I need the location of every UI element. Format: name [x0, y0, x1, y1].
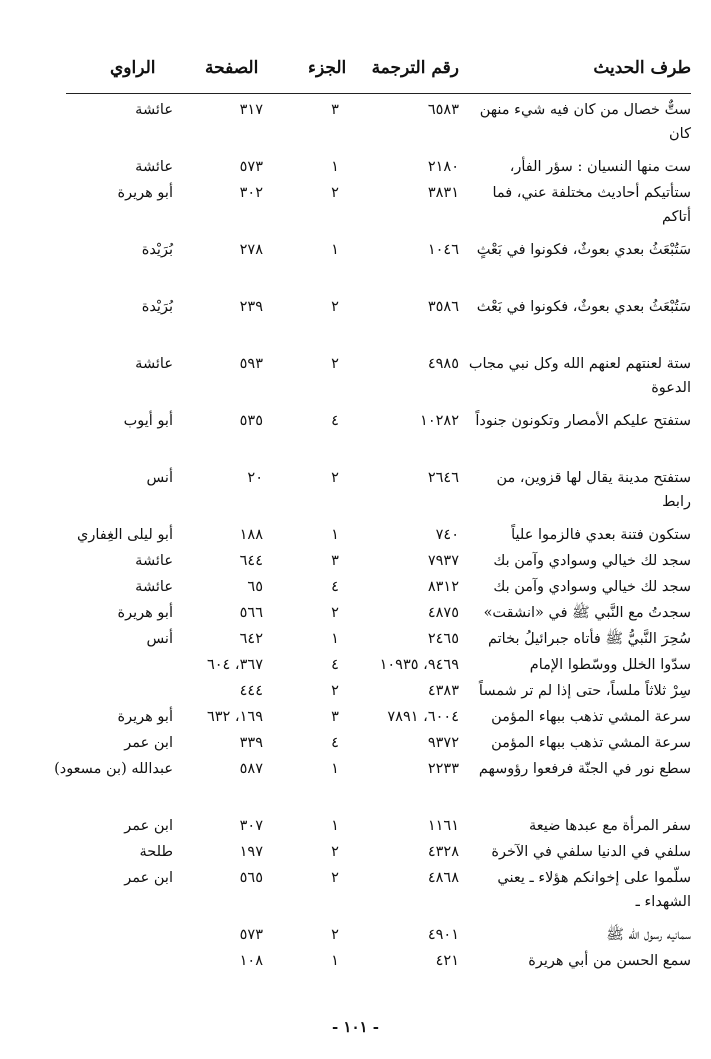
part-cell: ١ [331, 527, 339, 543]
part-cell: ٢ [331, 185, 339, 201]
translation-number-cell: ٧٤٠ [435, 527, 459, 543]
page-cell: ٢٠ [247, 470, 263, 486]
translation-number-cell: ٣٥٨٦ [427, 299, 459, 315]
translation-number-cell: ٤٨٦٨ [427, 870, 459, 886]
part-cell: ٤ [331, 579, 339, 595]
translation-number-cell: ٦٥٨٣ [427, 102, 459, 118]
page-cell: ١٩٧ [239, 844, 263, 860]
narrator-cell: عائشة [135, 159, 173, 175]
header-page: الصفحة [205, 58, 259, 78]
page-cell: ٢٧٨ [239, 242, 263, 258]
translation-number-cell: ٢٦٤٦ [427, 470, 459, 486]
part-cell: ٣ [331, 709, 339, 725]
translation-number-cell: ٢١٨٠ [427, 159, 459, 175]
part-cell: ٢ [331, 844, 339, 860]
page-cell: ٥٣٥ [239, 413, 263, 429]
narrator-cell: عائشة [135, 356, 173, 372]
header-translation-number: رقم الترجمة [371, 58, 459, 78]
hadith-cell: سطع نور في الجنّة فرفعوا رؤوسهم [478, 761, 691, 777]
page-cell: ٥٦٦ [239, 605, 263, 621]
page-number: - ١٠١ - [331, 1018, 380, 1036]
translation-number-cell: ٤٣٨٣ [427, 683, 459, 699]
translation-number-cell: ٦٠٠٤، ٧٨٩١ [387, 709, 459, 725]
hadith-cell: سَتُبْعَثُ بعدي بعوثٌ، فكونوا في بَعْث [476, 299, 691, 315]
part-cell: ١ [331, 242, 339, 258]
translation-number-cell: ٤٩٨٥ [427, 356, 459, 372]
part-cell: ١ [331, 953, 339, 969]
page-cell: ٦٤٢ [239, 631, 263, 647]
header-narrator: الراوي [110, 58, 156, 78]
hadith-cell: سجدتُ مع النَّبي ﷺ في «انشقت» [483, 605, 691, 621]
translation-number-cell: ١١٦١ [427, 818, 459, 834]
translation-number-cell: ٤٢١ [435, 953, 459, 969]
narrator-cell: أبو هريرة [117, 185, 173, 201]
narrator-cell: عائشة [135, 102, 173, 118]
narrator-cell: بُرَيْدة [141, 242, 173, 258]
page-cell: ٣٣٩ [239, 735, 263, 751]
hadith-cell: سرعة المشي تذهب ببهاء المؤمن [491, 709, 691, 725]
translation-number-cell: ٩٤٦٩، ١٠٩٣٥ [379, 657, 459, 673]
part-cell: ٢ [331, 683, 339, 699]
hadith-cell: ستة لعنتهم لعنهم الله وكل نبي مجاب الدعوة [468, 356, 691, 396]
narrator-cell: أبو أيوب [123, 413, 173, 429]
translation-number-cell: ٢٢٣٣ [427, 761, 459, 777]
part-cell: ٢ [331, 470, 339, 486]
header-part: الجزء [308, 58, 347, 78]
hadith-cell: ستفتح عليكم الأمصار وتكونون جنوداً [475, 413, 691, 429]
hadith-cell: ست منها النسيان : سؤر الفأر، [509, 159, 691, 175]
part-cell: ٤ [331, 657, 339, 673]
page-cell: ٥٧٣ [239, 927, 263, 943]
hadith-cell: سلفي في الدنيا سلفي في الآخرة [491, 844, 691, 860]
hadith-cell: سجد لك خيالي وسوادي وآمن بك [493, 553, 691, 569]
hadith-cell: سُحِرَ النَّبيُّ ﷺ فأتاه جبرائيلُ بخاتم [487, 631, 691, 647]
part-cell: ٤ [331, 413, 339, 429]
page-cell: ٦٥ [247, 579, 263, 595]
part-cell: ١ [331, 159, 339, 175]
narrator-cell: عبدالله (بن مسعود) [54, 761, 173, 777]
translation-number-cell: ١٠٤٦ [427, 242, 459, 258]
narrator-cell: عائشة [135, 579, 173, 595]
translation-number-cell: ٤٣٢٨ [427, 844, 459, 860]
page-cell: ١٨٨ [239, 527, 263, 543]
page-cell: ٥٨٧ [239, 761, 263, 777]
page-cell: ٥٩٣ [239, 356, 263, 372]
page-cell: ١٦٩، ٦٣٢ [206, 709, 263, 725]
translation-number-cell: ٢٤٦٥ [427, 631, 459, 647]
part-cell: ٣ [331, 553, 339, 569]
hadith-cell: سمانيه رسول الله ﷺ [606, 927, 691, 943]
narrator-cell: أبو هريرة [117, 605, 173, 621]
header-rule [66, 93, 691, 94]
page-cell: ٢٣٩ [239, 299, 263, 315]
hadith-cell: سرعة المشي تذهب ببهاء المؤمن [491, 735, 691, 751]
page-cell: ٣٠٢ [239, 185, 263, 201]
page-cell: ٤٤٤ [239, 683, 263, 699]
page-cell: ٥٧٣ [239, 159, 263, 175]
translation-number-cell: ٣٨٣١ [427, 185, 459, 201]
part-cell: ٢ [331, 927, 339, 943]
translation-number-cell: ٤٨٧٥ [427, 605, 459, 621]
hadith-cell: سفر المرأة مع عبدها ضيعة [528, 818, 691, 834]
page-cell: ٣٦٧، ٦٠٤ [206, 657, 263, 673]
translation-number-cell: ٤٩٠١ [427, 927, 459, 943]
page-cell: ٣٠٧ [239, 818, 263, 834]
part-cell: ٢ [331, 605, 339, 621]
page-cell: ٥٦٥ [239, 870, 263, 886]
narrator-cell: أنس [146, 470, 173, 486]
part-cell: ٣ [331, 102, 339, 118]
hadith-cell: سجد لك خيالي وسوادي وآمن بك [493, 579, 691, 595]
translation-number-cell: ٨٣١٢ [427, 579, 459, 595]
part-cell: ٢ [331, 356, 339, 372]
page-cell: ٦٤٤ [239, 553, 263, 569]
part-cell: ٢ [331, 870, 339, 886]
translation-number-cell: ٩٣٧٢ [427, 735, 459, 751]
hadith-cell: ستفتح مدينة يقال لها قزوين، من رابط [496, 470, 691, 510]
hadith-cell: ستكون فتنة بعدي فالزموا علياً [511, 527, 691, 543]
narrator-cell: أنس [146, 631, 173, 647]
hadith-cell: سِرْ ثلاثاً ملساً، حتى إذا لم تر شمساً [478, 683, 691, 699]
translation-number-cell: ١٠٢٨٢ [420, 413, 459, 429]
hadith-cell: سَتُبْعَثُ بعدي بعوثٌ، فكونوا في بَعْثٍ [476, 242, 691, 258]
narrator-cell: طلحة [139, 844, 173, 860]
header-hadith: طرف الحديث [593, 58, 691, 78]
part-cell: ٤ [331, 735, 339, 751]
narrator-cell: عائشة [135, 553, 173, 569]
part-cell: ٢ [331, 299, 339, 315]
part-cell: ١ [331, 761, 339, 777]
narrator-cell: ابن عمر [124, 735, 173, 751]
translation-number-cell: ٧٩٣٧ [427, 553, 459, 569]
hadith-cell: سمع الحسن من أبي هريرة [528, 953, 691, 969]
hadith-cell: ستٌّ خصال من كان فيه شيء منهن كان [479, 102, 691, 142]
page-cell: ١٠٨ [239, 953, 263, 969]
hadith-cell: ستأتيكم أحاديث مختلفة عني، فما أتاكم [492, 185, 691, 225]
part-cell: ١ [331, 818, 339, 834]
narrator-cell: ابن عمر [124, 818, 173, 834]
hadith-cell: سلّموا على إخوانكم هؤلاء ـ يعني الشهداء ـ [497, 870, 691, 910]
page-cell: ٣١٧ [239, 102, 263, 118]
narrator-cell: ابن عمر [124, 870, 173, 886]
narrator-cell: أبو ليلى الغِفاري [77, 527, 173, 543]
part-cell: ١ [331, 631, 339, 647]
narrator-cell: أبو هريرة [117, 709, 173, 725]
hadith-cell: سدّوا الخلل ووسّطوا الإمام [529, 657, 691, 673]
narrator-cell: بُرَيْدة [141, 299, 173, 315]
